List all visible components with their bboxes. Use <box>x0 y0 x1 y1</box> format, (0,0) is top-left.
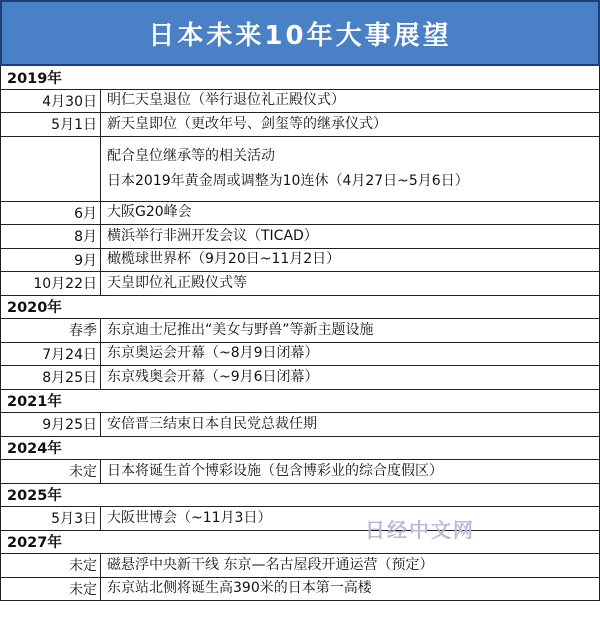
event-line: 配合皇位继承等的相关活动 <box>107 147 275 164</box>
event-row <box>0 578 600 602</box>
event-row <box>0 249 600 273</box>
event-date <box>1 137 101 201</box>
event-row <box>0 413 600 437</box>
year-label: 2027年 <box>7 535 62 552</box>
year-label: 2020年 <box>7 300 62 317</box>
event-date: 9月25日 <box>1 413 101 436</box>
watermark: 日经中文网 <box>365 518 475 542</box>
year-row-2024 <box>0 437 600 461</box>
event-date: 未定 <box>1 460 101 483</box>
event-text-multiline <box>101 137 599 201</box>
event-text: 安倍晋三结束日本自民党总裁任期 <box>107 415 317 432</box>
year-label: 2025年 <box>7 488 62 505</box>
event-text: 日本将诞生首个博彩设施（包含博彩业的综合度假区） <box>107 462 443 479</box>
page-title: 日本未来10年大事展望 <box>148 20 452 51</box>
event-date: 未定 <box>1 578 101 601</box>
event-row <box>0 319 600 343</box>
event-date: 未定 <box>1 554 101 577</box>
year-row-2025 <box>0 484 600 508</box>
event-date: 4月30日 <box>1 90 101 113</box>
year-row-2019 <box>0 66 600 90</box>
event-text: 新天皇即位（更改年号、剑玺等的继承仪式） <box>107 115 387 132</box>
event-text: 东京奥运会开幕（~8月9日闭幕） <box>107 345 319 362</box>
year-label: 2024年 <box>7 441 62 458</box>
year-label: 2019年 <box>7 70 62 87</box>
event-row <box>0 460 600 484</box>
event-date: 8月25日 <box>1 366 101 389</box>
event-line: 日本2019年黄金周或调整为10连休（4月27日~5月6日） <box>107 172 469 189</box>
event-date: 6月 <box>1 202 101 225</box>
year-label: 2021年 <box>7 394 62 411</box>
event-row <box>0 343 600 367</box>
events-table <box>0 66 600 601</box>
event-date: 5月1日 <box>1 113 101 136</box>
event-row <box>0 554 600 578</box>
event-row <box>0 137 600 202</box>
event-row <box>0 272 600 296</box>
title-bar <box>0 0 600 66</box>
event-text: 大阪世博会（~11月3日） <box>107 509 272 526</box>
event-date: 5月3日 <box>1 507 101 530</box>
event-text: 磁悬浮中央新干线 东京—名古屋段开通运营（预定） <box>107 556 434 573</box>
event-text: 大阪G20峰会 <box>107 204 192 221</box>
year-row-2021 <box>0 390 600 414</box>
event-row <box>0 507 600 531</box>
event-row <box>0 225 600 249</box>
event-text: 横浜举行非洲开发会议（TICAD） <box>107 227 318 244</box>
event-date: 7月24日 <box>1 343 101 366</box>
event-row <box>0 113 600 137</box>
event-date: 8月 <box>1 225 101 248</box>
year-row-2020 <box>0 296 600 320</box>
event-text: 东京残奥会开幕（~9月6日闭幕） <box>107 368 319 385</box>
year-row-2027 <box>0 531 600 555</box>
event-text: 东京迪士尼推出“美女与野兽”等新主题设施 <box>107 321 374 338</box>
event-text: 明仁天皇退位（举行退位礼正殿仪式） <box>107 92 345 109</box>
event-date: 10月22日 <box>1 272 101 295</box>
event-row <box>0 90 600 114</box>
event-date: 9月 <box>1 249 101 272</box>
event-row <box>0 202 600 226</box>
event-date: 春季 <box>1 319 101 342</box>
event-row <box>0 366 600 390</box>
event-text: 天皇即位礼正殿仪式等 <box>107 274 247 291</box>
event-text: 东京站北侧将诞生高390米的日本第一高楼 <box>107 580 372 597</box>
event-text: 橄榄球世界杯（9月20日~11月2日） <box>107 251 341 268</box>
